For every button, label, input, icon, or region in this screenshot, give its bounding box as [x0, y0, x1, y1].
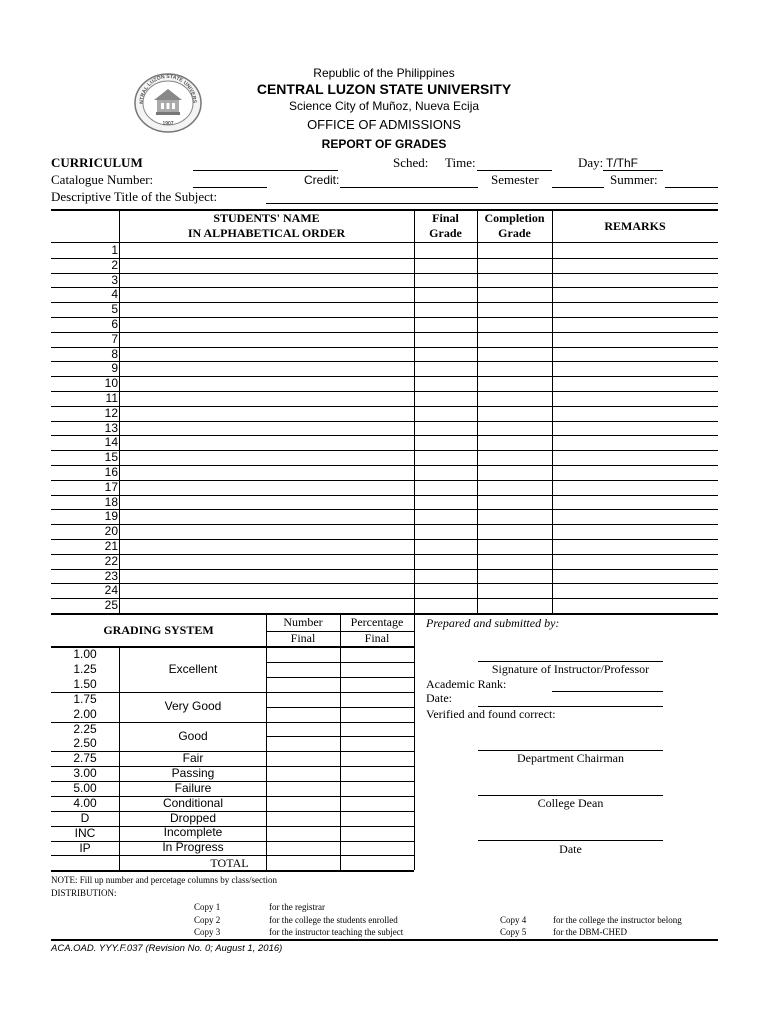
- row-number: 6: [111, 317, 118, 331]
- grade-label-in-progress: In Progress: [162, 840, 224, 854]
- completion-grade-cell[interactable]: [477, 465, 552, 480]
- final-grade-cell[interactable]: [414, 391, 477, 406]
- row-number: 10: [104, 376, 118, 390]
- completion-grade-cell[interactable]: [477, 406, 552, 421]
- final-grade-cell[interactable]: [414, 569, 477, 584]
- remarks-cell[interactable]: [552, 539, 718, 554]
- row-number: 11: [105, 391, 118, 405]
- students-name-header: STUDENTS' NAME IN ALPHABETICAL ORDER: [187, 211, 346, 240]
- student-name-cell[interactable]: [119, 465, 414, 480]
- grade-value: D: [80, 811, 90, 825]
- credit-label: Credit:: [304, 173, 340, 187]
- row-number: 12: [104, 406, 118, 420]
- student-name-cell[interactable]: [119, 317, 414, 332]
- completion-grade-cell[interactable]: [477, 524, 552, 539]
- final-grade-cell[interactable]: [414, 598, 477, 613]
- number-final-cell[interactable]: [266, 841, 340, 856]
- student-name-cell[interactable]: [119, 598, 414, 613]
- grade-label-good: Good: [178, 729, 208, 743]
- student-name-cell[interactable]: [119, 421, 414, 436]
- student-name-cell[interactable]: [119, 524, 414, 539]
- row-number: 4: [111, 287, 118, 301]
- number-final-cell[interactable]: [266, 826, 340, 841]
- grade-value: 3.00: [73, 766, 97, 780]
- remarks-cell[interactable]: [552, 435, 718, 450]
- grade-label-failure: Failure: [174, 781, 212, 795]
- row-number: 9: [111, 361, 118, 375]
- seal-year: 1907: [162, 121, 174, 127]
- completion-grade-cell[interactable]: [477, 273, 552, 288]
- percentage-final-cell[interactable]: [340, 662, 414, 677]
- time-label: Time:: [445, 155, 476, 170]
- row-number: 21: [104, 539, 118, 553]
- completion-grade-cell[interactable]: [477, 480, 552, 495]
- student-name-cell[interactable]: [119, 583, 414, 598]
- chairman-label: Department Chairman: [517, 751, 624, 765]
- student-name-cell[interactable]: [119, 391, 414, 406]
- student-name-cell[interactable]: [119, 273, 414, 288]
- copy-4-desc: for the college the instructor belong: [553, 915, 682, 925]
- copy-1-desc: for the registrar: [269, 902, 325, 912]
- republic-line: Republic of the Philippines: [313, 66, 455, 80]
- seal-text: NTRAL LUZON STATE UNIVERS: [138, 73, 198, 105]
- remarks-cell[interactable]: [552, 465, 718, 480]
- percentage-final-cell[interactable]: [340, 841, 414, 856]
- percentage-final-cell[interactable]: [340, 766, 414, 781]
- remarks-cell[interactable]: [552, 450, 718, 465]
- grade-value: 1.50: [73, 677, 97, 691]
- row-number: 24: [104, 583, 118, 597]
- final-grade-cell[interactable]: [414, 406, 477, 421]
- percentage-final-cell[interactable]: [340, 677, 414, 692]
- academic-rank-label: Academic Rank:: [426, 677, 507, 691]
- percentage-final-cell[interactable]: [340, 722, 414, 737]
- row-number: 7: [111, 332, 118, 346]
- remarks-cell[interactable]: [552, 287, 718, 302]
- final-grade-cell[interactable]: [414, 495, 477, 510]
- final-grade-header: Final Grade: [429, 211, 462, 240]
- percentage-final-cell[interactable]: [340, 811, 414, 826]
- remarks-cell[interactable]: [552, 347, 718, 362]
- day-label: Day:: [578, 155, 604, 170]
- remarks-cell[interactable]: [552, 317, 718, 332]
- distribution-label: DISTRIBUTION:: [51, 888, 117, 898]
- completion-grade-cell[interactable]: [477, 495, 552, 510]
- completion-grade-cell[interactable]: [477, 287, 552, 302]
- completion-grade-cell[interactable]: [477, 435, 552, 450]
- remarks-cell[interactable]: [552, 406, 718, 421]
- copy-1-label: Copy 1: [194, 902, 221, 912]
- copy-5-desc: for the DBM-CHED: [553, 927, 627, 937]
- remarks-cell[interactable]: [552, 391, 718, 406]
- row-number: 14: [104, 435, 118, 449]
- form-code: ACA.OAD. YYY.F.037 (Revision No. 0; August 1, 2016): [51, 943, 283, 954]
- copy-5-label: Copy 5: [500, 927, 527, 937]
- row-number: 8: [111, 347, 118, 361]
- student-name-cell[interactable]: [119, 480, 414, 495]
- completion-grade-cell[interactable]: [477, 569, 552, 584]
- final-grade-cell[interactable]: [414, 287, 477, 302]
- number-final-cell[interactable]: [266, 796, 340, 811]
- completion-grade-header: Completion Grade: [484, 211, 545, 240]
- percentage-final-cell[interactable]: [340, 647, 414, 662]
- number-final-header: Final: [290, 631, 316, 645]
- final-grade-cell[interactable]: [414, 258, 477, 273]
- number-final-cell[interactable]: [266, 677, 340, 692]
- student-name-cell[interactable]: [119, 554, 414, 569]
- copy-2-desc: for the college the students enrolled: [269, 915, 398, 925]
- day-field: [603, 170, 663, 171]
- academic-rank-field[interactable]: [552, 691, 663, 692]
- row-number: 16: [104, 465, 118, 479]
- final-grade-cell[interactable]: [414, 509, 477, 524]
- remarks-cell[interactable]: [552, 376, 718, 391]
- remarks-cell[interactable]: [552, 258, 718, 273]
- student-name-cell[interactable]: [119, 495, 414, 510]
- final-grade-cell[interactable]: [414, 554, 477, 569]
- completion-grade-cell[interactable]: [477, 332, 552, 347]
- number-final-cell[interactable]: [266, 722, 340, 737]
- row-number: 13: [104, 421, 118, 435]
- summer-label: Summer:: [610, 172, 658, 187]
- student-name-cell[interactable]: [119, 361, 414, 376]
- row-number: 23: [104, 569, 118, 583]
- summer-field[interactable]: [665, 187, 718, 188]
- grade-value: 4.00: [73, 796, 97, 810]
- date-label: Date:: [426, 691, 452, 705]
- completion-grade-cell[interactable]: [477, 302, 552, 317]
- student-name-cell[interactable]: [119, 509, 414, 524]
- final-grade-cell[interactable]: [414, 317, 477, 332]
- report-title: REPORT OF GRADES: [321, 137, 447, 151]
- final-grade-cell[interactable]: [414, 421, 477, 436]
- percentage-final-cell[interactable]: [340, 692, 414, 707]
- remarks-cell[interactable]: [552, 583, 718, 598]
- student-name-cell[interactable]: [119, 450, 414, 465]
- semester-field[interactable]: [552, 187, 604, 188]
- grading-system-title: GRADING SYSTEM: [103, 623, 214, 637]
- grade-value: 1.75: [73, 692, 97, 706]
- grade-value: IP: [79, 841, 91, 855]
- completion-grade-cell[interactable]: [477, 347, 552, 362]
- row-number: 19: [104, 509, 118, 523]
- remarks-cell[interactable]: [552, 421, 718, 436]
- office-name: OFFICE OF ADMISSIONS: [307, 117, 461, 132]
- catalogue-label: Catalogue Number:: [51, 172, 154, 187]
- remarks-cell[interactable]: [552, 524, 718, 539]
- student-name-cell[interactable]: [119, 243, 414, 258]
- sched-label: Sched:: [393, 155, 429, 170]
- student-name-cell[interactable]: [119, 406, 414, 421]
- number-final-cell[interactable]: [266, 811, 340, 826]
- completion-grade-cell[interactable]: [477, 243, 552, 258]
- final-grade-cell[interactable]: [414, 361, 477, 376]
- row-number: 22: [104, 554, 118, 568]
- curriculum-label: CURRICULUM: [51, 155, 143, 170]
- remarks-header: REMARKS: [604, 219, 666, 233]
- number-final-cell[interactable]: [266, 692, 340, 707]
- completion-grade-cell[interactable]: [477, 539, 552, 554]
- completion-grade-cell[interactable]: [477, 317, 552, 332]
- row-number: 25: [104, 598, 118, 612]
- footer-rule: [51, 939, 718, 941]
- final-grade-cell[interactable]: [414, 302, 477, 317]
- number-final-cell[interactable]: [266, 766, 340, 781]
- grade-label-fair: Fair: [182, 751, 204, 765]
- student-name-cell[interactable]: [119, 287, 414, 302]
- grade-label-excellent: Excellent: [168, 662, 218, 676]
- row-number: 1: [111, 243, 118, 257]
- number-final-cell[interactable]: [266, 781, 340, 796]
- remarks-cell[interactable]: [552, 332, 718, 347]
- curriculum-field[interactable]: [193, 170, 338, 171]
- student-name-cell[interactable]: [119, 569, 414, 584]
- note-text: NOTE: Fill up number and percetage columns by class/section: [51, 875, 277, 885]
- grade-value: 2.75: [73, 751, 97, 765]
- remarks-cell[interactable]: [552, 302, 718, 317]
- grade-label-dropped: Dropped: [169, 811, 217, 825]
- number-final-cell[interactable]: [266, 751, 340, 766]
- completion-grade-cell[interactable]: [477, 450, 552, 465]
- percentage-final-header: Final: [364, 631, 390, 645]
- university-name: CENTRAL LUZON STATE UNIVERSITY: [256, 81, 512, 97]
- student-name-cell[interactable]: [119, 302, 414, 317]
- grade-label-incomplete: Incomplete: [163, 825, 223, 839]
- grade-value: 2.25: [73, 722, 97, 736]
- final-grade-cell[interactable]: [414, 465, 477, 480]
- prepared-label: Prepared and submitted by:: [426, 616, 560, 630]
- completion-grade-cell[interactable]: [477, 376, 552, 391]
- grade-label-passing: Passing: [171, 766, 215, 780]
- student-name-cell[interactable]: [119, 258, 414, 273]
- grade-label-conditional: Conditional: [162, 796, 224, 810]
- remarks-cell[interactable]: [552, 243, 718, 258]
- row-number: 2: [111, 258, 118, 272]
- final-grade-cell[interactable]: [414, 435, 477, 450]
- final-grade-cell[interactable]: [414, 273, 477, 288]
- remarks-cell[interactable]: [552, 495, 718, 510]
- completion-grade-cell[interactable]: [477, 583, 552, 598]
- completion-grade-cell[interactable]: [477, 258, 552, 273]
- number-final-cell[interactable]: [266, 707, 340, 722]
- student-name-cell[interactable]: [119, 435, 414, 450]
- remarks-cell[interactable]: [552, 598, 718, 613]
- completion-grade-cell[interactable]: [477, 361, 552, 376]
- number-header: Number: [283, 615, 323, 629]
- number-final-cell[interactable]: [266, 736, 340, 751]
- row-number: 5: [111, 302, 118, 316]
- grade-value: 2.50: [73, 736, 97, 750]
- student-name-cell[interactable]: [119, 347, 414, 362]
- grade-value: 2.00: [73, 707, 97, 721]
- row-number: 3: [111, 273, 118, 287]
- time-field[interactable]: [477, 170, 552, 171]
- copy-3-desc: for the instructor teaching the subject: [269, 927, 404, 937]
- date-signature-label: Date: [559, 842, 582, 856]
- remarks-cell[interactable]: [552, 273, 718, 288]
- grade-value: 1.00: [73, 647, 97, 661]
- university-address: Science City of Muñoz, Nueva Ecija: [288, 99, 480, 113]
- percentage-final-cell[interactable]: [340, 707, 414, 722]
- completion-grade-cell[interactable]: [477, 598, 552, 613]
- date-signature-line[interactable]: [478, 840, 663, 841]
- percentage-final-cell[interactable]: [340, 826, 414, 841]
- final-grade-cell[interactable]: [414, 332, 477, 347]
- copy-4-label: Copy 4: [500, 915, 527, 925]
- completion-grade-cell[interactable]: [477, 554, 552, 569]
- completion-grade-cell[interactable]: [477, 421, 552, 436]
- percentage-final-cell[interactable]: [340, 736, 414, 751]
- percentage-final-cell[interactable]: [340, 781, 414, 796]
- copy-2-label: Copy 2: [194, 915, 221, 925]
- remarks-cell[interactable]: [552, 480, 718, 495]
- final-grade-cell[interactable]: [414, 524, 477, 539]
- student-name-cell[interactable]: [119, 539, 414, 554]
- student-name-cell[interactable]: [119, 376, 414, 391]
- remarks-cell[interactable]: [552, 509, 718, 524]
- grade-label-very-good: Very Good: [164, 699, 222, 713]
- verified-label: Verified and found correct:: [426, 707, 556, 721]
- dean-label: College Dean: [537, 796, 604, 810]
- remarks-cell[interactable]: [552, 361, 718, 376]
- day-value[interactable]: T/ThF: [606, 156, 638, 170]
- credit-field[interactable]: [340, 187, 478, 188]
- copy-3-label: Copy 3: [194, 927, 221, 937]
- student-name-cell[interactable]: [119, 332, 414, 347]
- total-label: TOTAL: [210, 856, 249, 870]
- percentage-final-cell[interactable]: [340, 796, 414, 811]
- instructor-signature-label: Signature of Instructor/Professor: [491, 662, 650, 676]
- number-final-cell[interactable]: [266, 662, 340, 677]
- grade-value: 5.00: [73, 781, 97, 795]
- final-grade-cell[interactable]: [414, 450, 477, 465]
- catalogue-field[interactable]: [193, 187, 267, 188]
- descriptive-title-label: Descriptive Title of the Subject:: [51, 189, 218, 204]
- final-grade-cell[interactable]: [414, 347, 477, 362]
- row-number: 18: [104, 495, 118, 509]
- final-grade-cell[interactable]: [414, 376, 477, 391]
- final-grade-cell[interactable]: [414, 243, 477, 258]
- grade-value: 1.25: [73, 662, 97, 676]
- remarks-cell[interactable]: [552, 569, 718, 584]
- row-number: 15: [104, 450, 118, 464]
- percentage-header: Percentage: [350, 615, 404, 629]
- final-grade-cell[interactable]: [414, 539, 477, 554]
- completion-grade-cell[interactable]: [477, 509, 552, 524]
- descriptive-title-field[interactable]: [266, 203, 718, 204]
- final-grade-cell[interactable]: [414, 480, 477, 495]
- row-number: 20: [104, 524, 118, 538]
- final-grade-cell[interactable]: [414, 583, 477, 598]
- grade-value: INC: [74, 826, 96, 840]
- row-number: 17: [104, 480, 118, 494]
- remarks-cell[interactable]: [552, 554, 718, 569]
- number-final-cell[interactable]: [266, 647, 340, 662]
- completion-grade-cell[interactable]: [477, 391, 552, 406]
- semester-label: Semester: [491, 172, 539, 187]
- percentage-final-cell[interactable]: [340, 751, 414, 766]
